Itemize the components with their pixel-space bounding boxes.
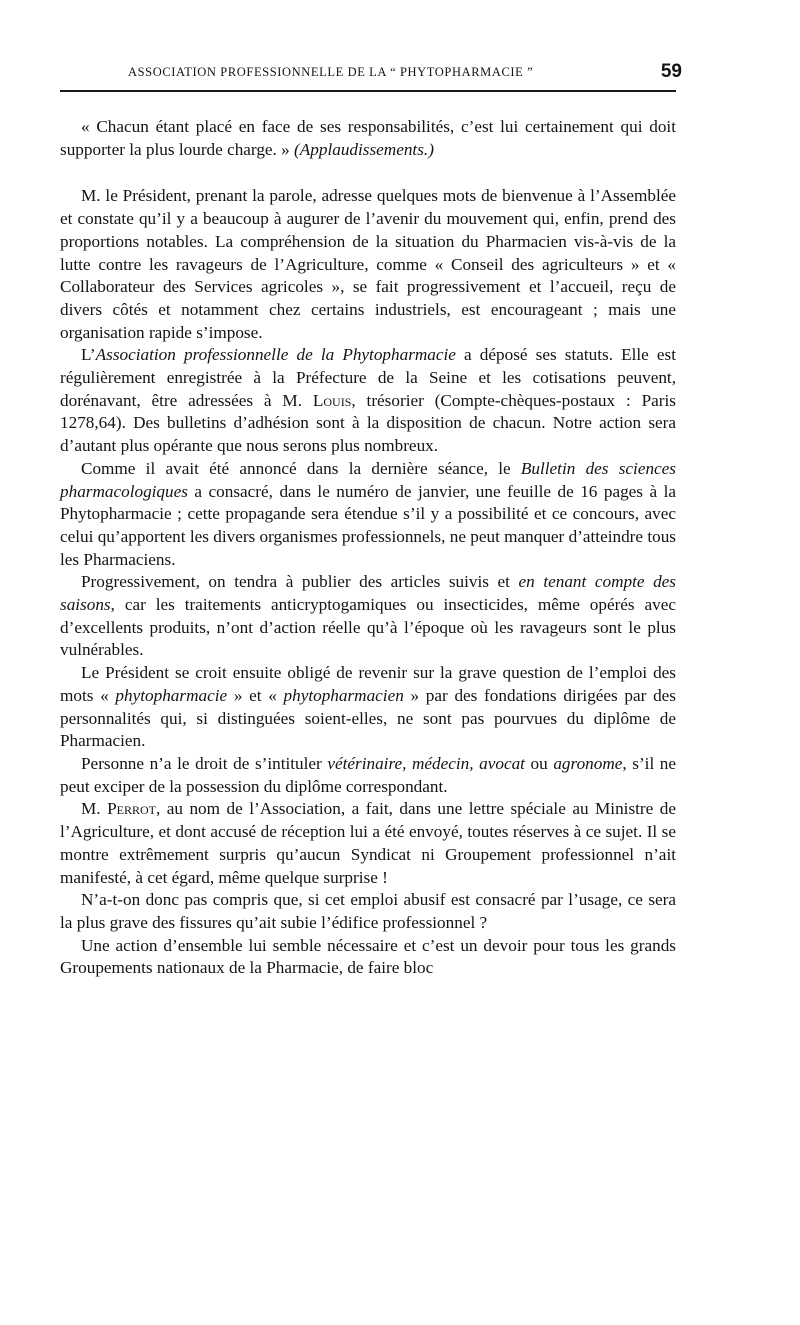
paragraph-text: , au nom de l’Association, a fait, dans une lettre spéciale au Ministre de l’Agriculture, et dont accusé de réception lui a été envoyé, toutes réserves à ce sujet. Il se montre extrêmement surpris qu’aucun Syndicat ni Groupement professionnel n’ait manifesté, à cet égard, même quelque surprise ! bbox=[60, 799, 676, 887]
paragraph-text: Progressivement, on tendra à publier des articles suivis et bbox=[81, 572, 519, 592]
paragraph-articles bbox=[60, 571, 676, 662]
paragraph-text: a déposé ses statuts. Elle est régulièrement enregistrée à la Préfecture de la Seine et les cotisations peuvent, dorénavant, être adressées à M. bbox=[60, 345, 676, 410]
paragraph-bulletin bbox=[60, 458, 676, 572]
paragraph-question bbox=[60, 889, 676, 934]
paragraph-text: M. bbox=[81, 799, 108, 819]
paragraph-text: a consacré, dans le numéro de janvier, une feuille de 16 pages à la Phytopharmacie ; cette propagande sera étendue s’il y a possibilité et ce concours, avec celui qu’apportent les divers organismes professionnels, ne peut manquer d’atteindre tous les Pharmaciens. bbox=[60, 481, 676, 569]
page-header bbox=[60, 61, 682, 92]
association-name: Association professionnelle de la Phytopharmacie bbox=[95, 345, 456, 365]
running-title: ASSOCIATION PROFESSIONNELLE DE LA “ PHYTOPHARMACIE ” bbox=[128, 65, 534, 79]
body-text bbox=[60, 116, 676, 980]
paragraph-statuts bbox=[60, 344, 676, 458]
paragraph-text: M. le Président, prenant la parole, adresse quelques mots de bienvenue à l’Assemblée et constate qu’il y a beaucoup à augurer de l’avenir du mouvement qui, enfin, prend des proportions notables. La compréhension de la situation du Pharmacien vis-à-vis de la lutte contre les ravageurs de l’Agriculture, comme « Conseil des agriculteurs » et « Collaborateur des Services agricoles », se fait progressivement et l’accueil, reçu de divers côtés et notamment chez certains industriels, est encourageant ; mais une organisation rapide s’impose. bbox=[60, 186, 676, 342]
paragraph-text: N’a-t-on donc pas compris que, si cet emploi abusif est consacré par l’usage, ce sera la plus grave des fissures qu’ait subie l’édifice professionnel ? bbox=[60, 890, 676, 932]
applause-note: (Applaudissements.) bbox=[294, 139, 434, 159]
paragraph-perrot bbox=[60, 798, 676, 889]
term-phytopharmacie: phytopharmacie bbox=[115, 685, 228, 705]
paragraph-text: Comme il avait été annoncé dans la dernière séance, le bbox=[81, 458, 521, 478]
term-phytopharmacien: phytopharmacien bbox=[283, 685, 404, 705]
paragraph-text: » et « bbox=[227, 685, 284, 705]
paragraph-action bbox=[60, 935, 676, 980]
page bbox=[60, 61, 682, 980]
paragraph-quote bbox=[60, 116, 676, 161]
paragraph-text: , s’il ne peut exciper de la possession du diplôme correspondant. bbox=[60, 753, 677, 796]
paragraph-terms bbox=[60, 662, 676, 753]
paragraph-text: » par des fondations dirigées par des personnalités qui, si distinguées soient-elles, ne sont pas pourvues du diplôme de Pharmacien. bbox=[60, 685, 676, 751]
paragraph-text: « Chacun étant placé en face de ses responsabilités, c’est lui certainement qui doit supporter la plus lourde charge. » bbox=[60, 117, 676, 159]
treasurer-name: Louis bbox=[312, 390, 352, 410]
paragraph-text: Le Président se croit ensuite obligé de revenir sur la grave question de l’emploi des mots « bbox=[60, 663, 676, 705]
perrot-name: Perrot bbox=[107, 799, 156, 819]
paragraph-text: , trésorier (Compte-chèques-postaux : Paris 1278,64). Des bulletins d’adhésion sont à la disposition de chacun. Notre action sera d’autant plus opérante que nous serons plus nombreux. bbox=[60, 390, 676, 456]
paragraph-text: L’ bbox=[81, 345, 96, 365]
professions-list: vétérinaire, médecin, avocat bbox=[327, 753, 525, 773]
paragraph-text: Personne n’a le droit de s’intituler bbox=[81, 753, 328, 773]
paragraph-president-welcome bbox=[60, 185, 676, 344]
paragraph-text: , car les traitements anticryptogamiques ou insecticides, même opérés avec d’excellents produits, n’ont d’action réelle qu’à l’époque où les ravageurs sont le plus vulnérables. bbox=[60, 595, 676, 660]
page-number: 59 bbox=[660, 61, 682, 82]
paragraph-text: ou bbox=[524, 753, 554, 773]
paragraph-text: Une action d’ensemble lui semble nécessaire et c’est un devoir pour tous les grands Groupements nationaux de la Pharmacie, de faire bloc bbox=[60, 935, 676, 978]
paragraph-titles bbox=[60, 753, 676, 798]
bulletin-title: Bulletin des sciences pharmacologiques bbox=[60, 458, 676, 501]
emphasis: en tenant compte des saisons bbox=[60, 572, 676, 615]
term-agronome: agronome bbox=[553, 753, 623, 773]
